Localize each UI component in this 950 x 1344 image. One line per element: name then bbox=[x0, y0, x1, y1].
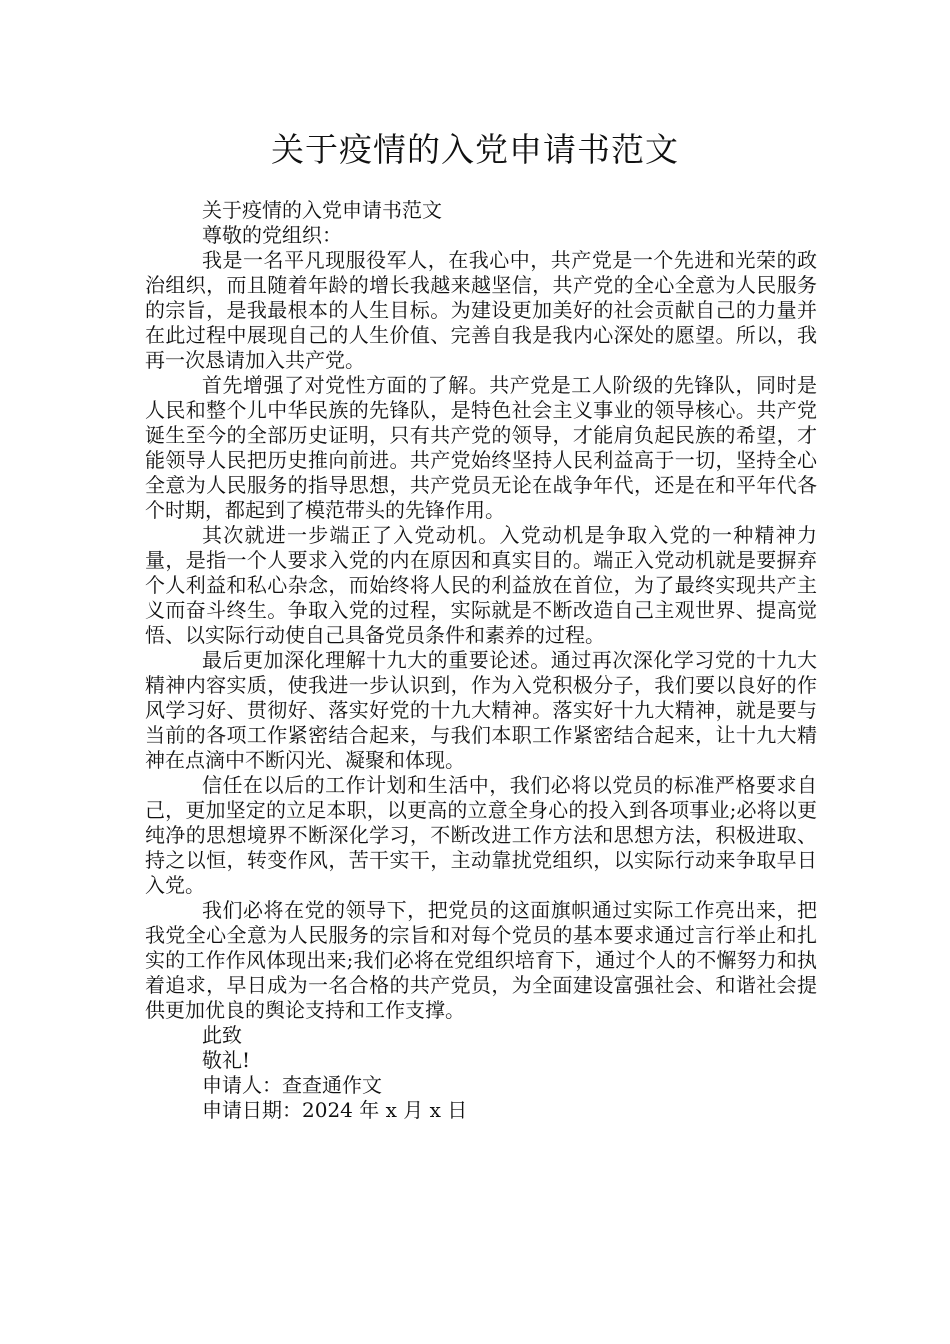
document-subtitle: 关于疫情的入党申请书范文 bbox=[202, 198, 442, 222]
closing-line: 此致 bbox=[202, 1023, 242, 1047]
document-title: 关于疫情的入党申请书范文 bbox=[271, 130, 679, 169]
body-paragraph: 最后更加深化理解十九大的重要论述。通过再次深化学习党的十九大精神内容实质，使我进一步认识到，作为入党积极分子，我们要以良好的作风学习好、贯彻好、落实好党的十九大精神。落实好十九大精神，就是要与当前的各项工作紧密结合起来，与我们本职工作紧密结合起来，让十九大精神在点滴中不断闪光、凝聚和体现。 bbox=[145, 648, 817, 772]
body-paragraph: 我是一名平凡现服役军人，在我心中，共产党是一个先进和光荣的政治组织，而且随着年龄的增长我越来越坚信，共产党的全心全意为人民服务的宗旨，是我最根本的人生目标。为建设更加美好的社会贡献自己的力量并在此过程中展现自己的人生价值、完善自我是我内心深处的愿望。所以，我再一次恳请加入共产党。 bbox=[145, 248, 817, 372]
body-paragraph: 其次就进一步端正了入党动机。入党动机是争取入党的一种精神力量，是指一个人要求入党的内在原因和真实目的。端正入党动机就是要摒弃个人利益和私心杂念，而始终将人民的利益放在首位，为了最终实现共产主义而奋斗终生。争取入党的过程，实际就是不断改造自己主观世界、提高觉悟、以实际行动使自己具备党员条件和素养的过程。 bbox=[145, 523, 817, 647]
regards-line: 敬礼! bbox=[202, 1048, 251, 1072]
body-paragraph: 我们必将在党的领导下，把党员的这面旗帜通过实际工作亮出来，把我党全心全意为人民服务的宗旨和对每个党员的基本要求通过言行举止和扎实的工作作风体现出来;我们必将在党组织培育下，通过个人的不懈努力和执着追求，早日成为一名合格的共产党员，为全面建设富强社会、和谐社会提供更加优良的舆论支持和工作支撑。 bbox=[145, 898, 817, 1022]
body-paragraph: 信任在以后的工作计划和生活中，我们必将以党员的标准严格要求自己，更加坚定的立足本职，以更高的立意全身心的投入到各项事业;必将以更纯净的思想境界不断深化学习，不断改进工作方法和思想方法，积极进取、持之以恒，转变作风，苦干实干，主动靠扰党组织，以实际行动来争取早日入党。 bbox=[145, 773, 817, 897]
date-line: 申请日期：2024 年 x 月 x 日 bbox=[202, 1098, 468, 1122]
applicant-line: 申请人：查查通作文 bbox=[202, 1073, 382, 1097]
document-body bbox=[145, 198, 817, 1123]
body-paragraph: 首先增强了对党性方面的了解。共产党是工人阶级的先锋队，同时是人民和整个儿中华民族的先锋队，是特色社会主义事业的领导核心。共产党诞生至今的全部历史证明，只有共产党的领导，才能肩负起民族的希望，才能领导人民把历史推向前进。共产党始终坚持人民利益高于一切，坚持全心全意为人民服务的指导思想，共产党员无论在战争年代，还是在和平年代各个时期，都起到了模范带头的先锋作用。 bbox=[145, 373, 817, 522]
salutation: 尊敬的党组织： bbox=[202, 223, 342, 247]
